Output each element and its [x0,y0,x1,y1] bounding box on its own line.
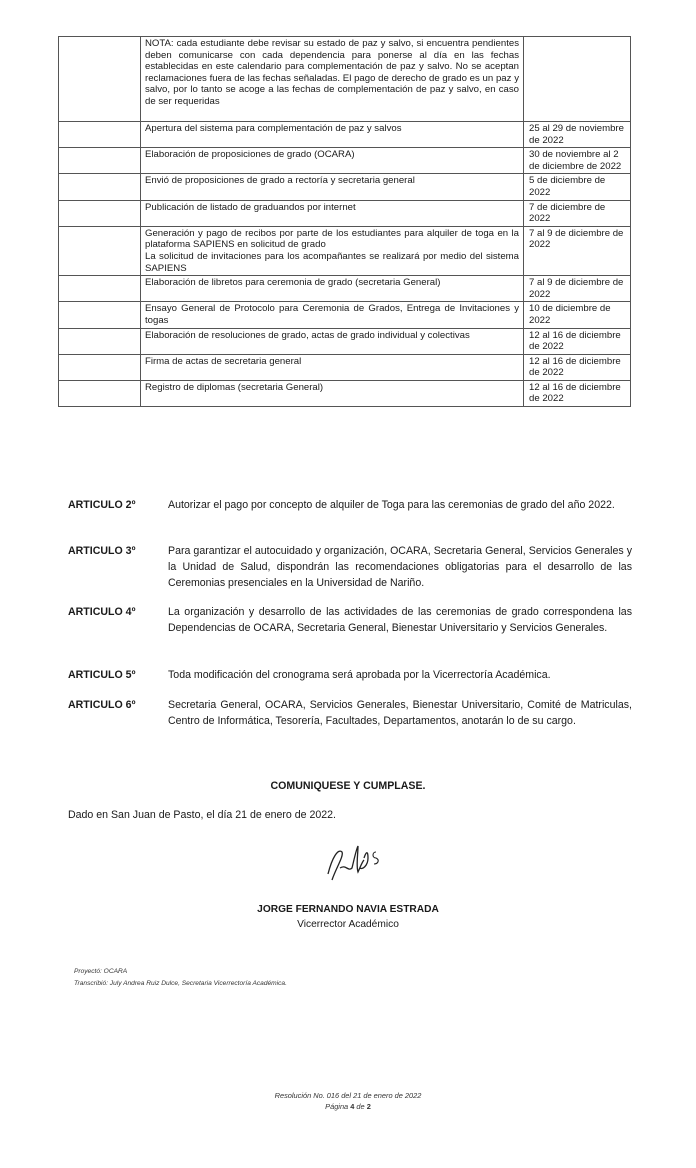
schedule-date: 30 de noviembre al 2 de diciembre de 2022 [524,148,631,174]
schedule-blank-cell [59,354,141,380]
schedule-table [58,36,631,407]
footer-resolution: Resolución No. 016 del 21 de enero de 2022 [274,1091,422,1100]
schedule-activity-line: La solicitud de invitaciones para los acompañantes se realizará por medio del sistema SAPIENS [145,250,519,274]
issued-date-line: Dado en San Juan de Pasto, el día 21 de enero de 2022. [68,809,336,821]
schedule-row [59,276,631,302]
schedule-activity-line: Ensayo General de Protocolo para Ceremonia de Grados, Entrega de Invitaciones y togas [145,303,519,326]
article-text: Toda modificación del cronograma será aprobada por la Vicerrectoría Académica. [168,669,551,681]
schedule-date: 12 al 16 de diciembre de 2022 [524,354,631,380]
schedule-activity [141,174,524,200]
schedule-blank-cell [59,276,141,302]
schedule-blank-cell [59,226,141,275]
signer-role: Vicerrector Académico [297,919,399,930]
schedule-blank-cell [59,122,141,148]
closing-statement: COMUNIQUESE Y CUMPLASE. [270,780,426,792]
article-label: ARTICULO 5º [68,669,136,681]
schedule-blank-cell [59,37,141,122]
schedule-activity-line: Elaboración de resoluciones de grado, actas de grado individual y colectivas [145,329,470,341]
page-total: 2 [366,1102,371,1111]
schedule-date: 12 al 16 de diciembre de 2022 [524,380,631,406]
article-text: Para garantizar el autocuidado y organización, OCARA, Secretaria General, Servicios Generales y la Unidad de Salud, dispondrán las recomendaciones obligatorias para el desarrollo de las Ceremonias presenciales en la Universidad de Nariño. [168,545,632,589]
page-current: 4 [350,1102,355,1111]
article-text: Autorizar el pago por concepto de alquiler de Toga para las ceremonias de grado del año 2022. [168,499,615,511]
schedule-row [59,354,631,380]
schedule-activity [141,276,524,302]
article-text: La organización y desarrollo de las actividades de las ceremonias de grado correspondena las Dependencias de OCARA, Secretaria General, Bienestar Universitario y Servicios Generales. [168,606,632,634]
article-label: ARTICULO 4º [68,606,136,618]
schedule-date: 7 al 9 de diciembre de 2022 [524,276,631,302]
page-of: de [356,1102,365,1111]
page-prefix: Página [325,1102,349,1111]
schedule-activity-line: Firma de actas de secretaria general [145,355,302,367]
schedule-activity-line: Elaboración de proposiciones de grado (OCARA) [145,149,355,161]
schedule-row [59,200,631,226]
article-3 [68,543,632,591]
schedule-row [59,328,631,354]
schedule-activity [141,122,524,148]
schedule-note-cell [141,37,524,122]
credit-transcribio: Transcribió: July Andrea Ruiz Dulce, Secretaria Vicerrectoría Académica. [74,980,287,987]
schedule-date: 7 al 9 de diciembre de 2022 [524,226,631,275]
schedule-activity [141,226,524,275]
schedule-activity [141,148,524,174]
schedule-note-date-cell [524,37,631,122]
schedule-row [59,226,631,275]
credit-proyecto: Proyectó: OCARA [74,968,128,975]
schedule-activity-line: Envió de proposiciones de grado a rectoría y secretaria general [145,175,415,187]
schedule-activity [141,354,524,380]
article-6 [68,697,632,729]
article-4 [68,604,632,636]
schedule-date: 10 de diciembre de 2022 [524,302,631,328]
schedule-row [59,302,631,328]
schedule-note-row [59,37,631,122]
schedule-row [59,148,631,174]
article-label: ARTICULO 6º [68,699,136,711]
schedule-blank-cell [59,200,141,226]
schedule-date: 12 al 16 de diciembre de 2022 [524,328,631,354]
schedule-blank-cell [59,174,141,200]
schedule-activity [141,328,524,354]
schedule-activity-line: Registro de diplomas (secretaria General) [145,381,324,393]
schedule-row [59,122,631,148]
schedule-note: NOTA: cada estudiante debe revisar su estado de paz y salvo, si encuentra pendientes deben comunicarse con cada dependencia para ponerse al día en las fechas establecidas en este calendario para complementación de paz y salvo. No se aceptan reclamaciones fuera de las fechas señaladas. El pago de derecho de grado es un paz y salvo, por lo tanto se acoge a las fechas de complementación de paz y salvo, en caso de ser requeridas [145,38,519,107]
article-label: ARTICULO 2º [68,499,136,511]
article-label: ARTICULO 3º [68,545,136,557]
schedule-activity [141,380,524,406]
article-2 [68,497,632,513]
footer-page-number [0,1102,696,1111]
schedule-row [59,174,631,200]
schedule-blank-cell [59,302,141,328]
schedule-activity-line: Publicación de listado de graduandos por internet [145,201,356,213]
schedule-blank-cell [59,148,141,174]
schedule-activity-line: Generación y pago de recibos por parte de los estudiantes para alquiler de toga en la plataforma SAPIENS en solicitud de grado [145,227,519,251]
article-5 [68,667,632,683]
schedule-blank-cell [59,380,141,406]
schedule-activity [141,302,524,328]
schedule-date: 7 de diciembre de 2022 [524,200,631,226]
schedule-blank-cell [59,328,141,354]
schedule-row [59,380,631,406]
schedule-activity-line: Elaboración de libretos para ceremonia de grado (secretaria General) [145,277,441,289]
schedule-date: 5 de diciembre de 2022 [524,174,631,200]
schedule-date: 25 al 29 de noviembre de 2022 [524,122,631,148]
signature-image [318,838,388,890]
schedule-activity [141,200,524,226]
article-text: Secretaria General, OCARA, Servicios Generales, Bienestar Universitario, Comité de Matriculas, Centro de Informática, Tesorería, Facultades, Departamentos, anotarán lo de su cargo. [168,699,632,727]
signer-name: JORGE FERNANDO NAVIA ESTRADA [257,904,439,915]
schedule-activity-line: Apertura del sistema para complementación de paz y salvos [145,123,402,134]
